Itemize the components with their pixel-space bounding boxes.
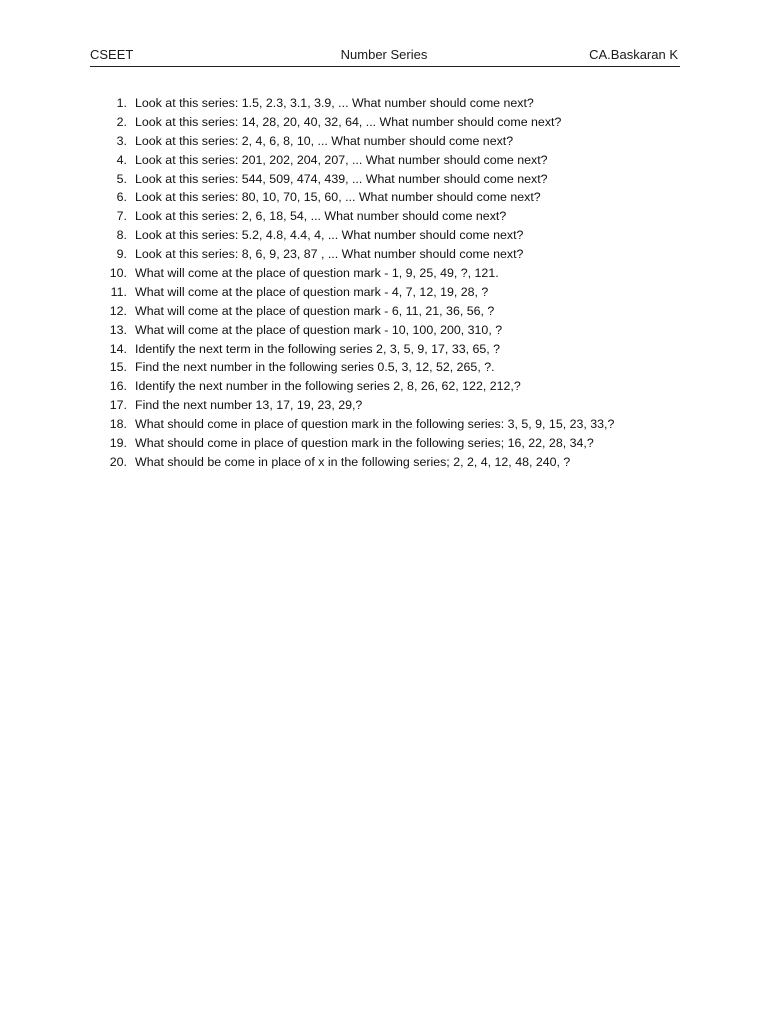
question-text: What will come at the place of question mark - 4, 7, 12, 19, 28, ? bbox=[135, 284, 489, 299]
header-left-text: CSEET bbox=[90, 47, 134, 62]
question-text: Identify the next term in the following series 2, 3, 5, 9, 17, 33, 65, ? bbox=[135, 341, 501, 356]
question-number: 18 . bbox=[108, 415, 127, 434]
question-text: Look at this series: 14, 28, 20, 40, 32, 64, ... What number should come next? bbox=[135, 114, 562, 129]
question-item bbox=[108, 396, 614, 415]
question-number: 11 . bbox=[108, 283, 127, 302]
question-number: 19 . bbox=[108, 434, 127, 453]
question-item bbox=[108, 113, 614, 132]
question-text: Look at this series: 5.2, 4.8, 4.4, 4, ... What number should come next? bbox=[135, 228, 524, 243]
question-number: 16 . bbox=[108, 377, 127, 396]
question-text: Identify the next number in the following series 2, 8, 26, 62, 122, 212,? bbox=[135, 379, 521, 394]
question-item bbox=[108, 226, 614, 245]
question-number: 5 . bbox=[108, 170, 127, 189]
question-text: What should come in place of question mark in the following series; 16, 22, 28, 34,? bbox=[135, 436, 594, 451]
question-list bbox=[108, 94, 614, 472]
question-number: 3 . bbox=[108, 132, 127, 151]
question-number: 13 . bbox=[108, 321, 127, 340]
question-text: What will come at the place of question mark - 6, 11, 21, 36, 56, ? bbox=[135, 303, 495, 318]
question-number: 8 . bbox=[108, 226, 127, 245]
question-number: 1 . bbox=[108, 94, 127, 113]
header-divider bbox=[90, 66, 680, 67]
question-number: 14 . bbox=[108, 340, 127, 359]
question-text: What will come at the place of question mark - 1, 9, 25, 49, ?, 121. bbox=[135, 266, 499, 281]
question-number: 7 . bbox=[108, 207, 127, 226]
question-item bbox=[108, 434, 614, 453]
question-item bbox=[108, 264, 614, 283]
question-text: Find the next number 13, 17, 19, 23, 29,? bbox=[135, 398, 363, 413]
question-number: 10 . bbox=[108, 264, 127, 283]
question-text: Find the next number in the following series 0.5, 3, 12, 52, 265, ?. bbox=[135, 360, 495, 375]
question-item bbox=[108, 340, 614, 359]
question-item bbox=[108, 188, 614, 207]
question-item bbox=[108, 132, 614, 151]
question-text: Look at this series: 201, 202, 204, 207, ... What number should come next? bbox=[135, 152, 548, 167]
question-item bbox=[108, 170, 614, 189]
question-item bbox=[108, 94, 614, 113]
question-number: 12 . bbox=[108, 302, 127, 321]
question-text: What should come in place of question mark in the following series: 3, 5, 9, 15, 23, 33,? bbox=[135, 417, 615, 432]
question-number: 6 . bbox=[108, 188, 127, 207]
question-text: Look at this series: 8, 6, 9, 23, 87 , ... What number should come next? bbox=[135, 247, 524, 262]
question-text: Look at this series: 544, 509, 474, 439, ... What number should come next? bbox=[135, 171, 548, 186]
question-item bbox=[108, 321, 614, 340]
question-item bbox=[108, 358, 614, 377]
question-text: Look at this series: 80, 10, 70, 15, 60, ... What number should come next? bbox=[135, 190, 541, 205]
question-item bbox=[108, 453, 614, 472]
question-item bbox=[108, 377, 614, 396]
question-number: 2 . bbox=[108, 113, 127, 132]
question-text: What will come at the place of question mark - 10, 100, 200, 310, ? bbox=[135, 322, 503, 337]
header-title: Number Series bbox=[340, 47, 428, 62]
header-author: CA.Baskaran K bbox=[589, 47, 678, 62]
question-text: Look at this series: 2, 6, 18, 54, ... What number should come next? bbox=[135, 209, 507, 224]
question-item bbox=[108, 302, 614, 321]
question-number: 17 . bbox=[108, 396, 127, 415]
question-item bbox=[108, 415, 614, 434]
question-item bbox=[108, 151, 614, 170]
question-number: 20 . bbox=[108, 453, 127, 472]
question-number: 15 . bbox=[108, 358, 127, 377]
question-text: Look at this series: 2, 4, 6, 8, 10, ... What number should come next? bbox=[135, 133, 514, 148]
question-item bbox=[108, 245, 614, 264]
question-number: 9 . bbox=[108, 245, 127, 264]
question-text: What should be come in place of x in the following series; 2, 2, 4, 12, 48, 240, ? bbox=[135, 454, 571, 469]
question-text: Look at this series: 1.5, 2.3, 3.1, 3.9, ... What number should come next? bbox=[135, 96, 534, 110]
question-item bbox=[108, 283, 614, 302]
question-item bbox=[108, 207, 614, 226]
page-header bbox=[90, 46, 678, 64]
question-number: 4 . bbox=[108, 151, 127, 170]
